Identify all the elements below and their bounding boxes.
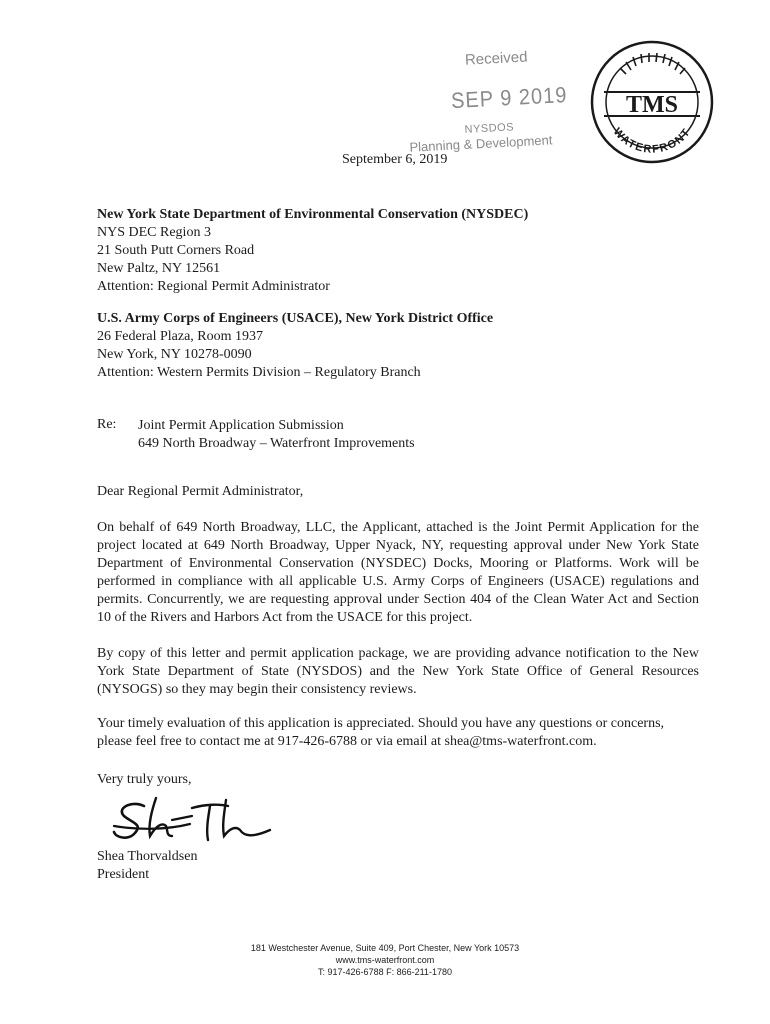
re-subject-line1: Joint Permit Application Submission [138, 418, 344, 433]
logo-ring-text: WATERFRONT [610, 125, 694, 156]
recipient-usace-line1: 26 Federal Plaza, Room 1937 [97, 329, 264, 344]
recipient-usace [97, 310, 493, 382]
re-subject [138, 417, 415, 453]
letter-date: September 6, 2019 [342, 152, 448, 167]
body-paragraph-3: Your timely evaluation of this application is appreciated. Should you have any questions or concerns, please feel free to contact me at 917-426-6788 or via email at shea@tms-waterfront.com. [97, 716, 665, 749]
footer-address: 181 Westchester Avenue, Suite 409, Port Chester, New York 10573 [250, 943, 520, 953]
recipient-nysdec-line1: NYS DEC Region 3 [97, 225, 211, 240]
stamp-agency: NYSDOS [464, 121, 515, 136]
signer-title: President [97, 867, 150, 882]
signature [110, 796, 280, 850]
recipient-usace-name: U.S. Army Corps of Engineers (USACE), New York District Office [97, 311, 494, 326]
recipient-usace-line3: Attention: Western Permits Division – Regulatory Branch [97, 365, 421, 380]
re-label: Re: [97, 417, 117, 432]
body-paragraph-2: By copy of this letter and permit application package, we are providing advance notification to the New York State Department of State (NYSDOS) and the New York State Office of General Resources (NYSOGS) so they may begin their consistency reviews. [97, 646, 699, 697]
salutation: Dear Regional Permit Administrator, [97, 484, 304, 499]
letterhead-footer [0, 942, 770, 978]
received-stamp [401, 23, 598, 173]
recipient-nysdec [97, 206, 528, 296]
stamp-department: Planning & Development [409, 132, 553, 155]
signer [97, 848, 197, 884]
footer-website: www.tms-waterfront.com [335, 955, 435, 965]
body-paragraph-1: On behalf of 649 North Broadway, LLC, the Applicant, attached is the Joint Permit Application for the project located at 649 North Broadway, Upper Nyack, NY, requesting approval under New York State Department of Environmental Conservation (NYSDEC) Docks, Mooring or Platforms. Work will be performed in compliance with all applicable U.S. Army Corps of Engineers (USACE) regulations and permits. Concurrently, we are requesting approval under Section 404 of the Clean Water Act and Section 10 of the Rivers and Harbors Act from the USACE for this project. [97, 520, 699, 625]
closing: Very truly yours, [97, 772, 192, 787]
signer-name: Shea Thorvaldsen [97, 849, 198, 864]
recipient-nysdec-line2: 21 South Putt Corners Road [97, 243, 255, 258]
company-logo [590, 40, 714, 164]
svg-text:WATERFRONT [611, 126, 694, 156]
stamp-received: Received [464, 48, 528, 69]
stamp-date: SEP 9 2019 [450, 83, 568, 114]
recipient-usace-line2: New York, NY 10278-0090 [97, 347, 252, 362]
recipient-nysdec-line3: New Paltz, NY 12561 [97, 261, 221, 276]
recipient-nysdec-line4: Attention: Regional Permit Administrator [97, 279, 330, 294]
footer-phones: T: 917-426-6788 F: 866-211-1780 [318, 967, 452, 977]
logo-text: TMS [625, 92, 679, 118]
re-subject-line2: 649 North Broadway – Waterfront Improvements [138, 436, 415, 451]
recipient-nysdec-name: New York State Department of Environmental Conservation (NYSDEC) [97, 207, 529, 222]
